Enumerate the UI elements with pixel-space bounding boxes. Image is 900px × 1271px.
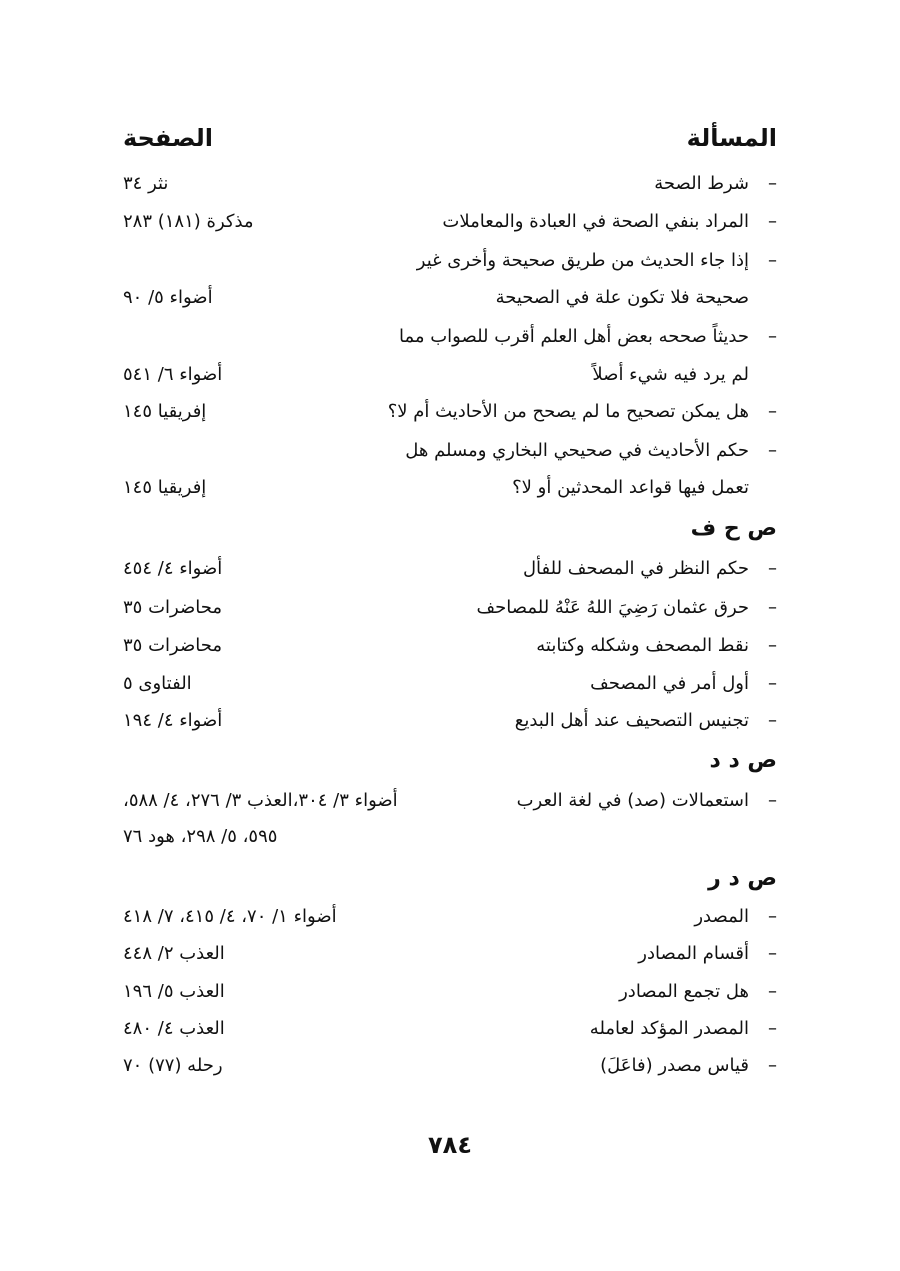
entry-text: استعمالات (صد) في لغة العرب <box>516 790 749 811</box>
entry-dash: – <box>768 943 777 964</box>
index-entry <box>590 1018 777 1039</box>
entry-reference: إفريقيا ١٤٥ <box>123 401 207 422</box>
entry-dash: – <box>768 1055 777 1076</box>
index-entry <box>399 326 777 347</box>
entry-text: حرق عثمان رَضِيَ اللهُ عَنْهُ للمصاحف <box>476 597 749 618</box>
entry-dash: – <box>768 1018 777 1039</box>
entry-reference: أضواء ٥/ ٩٠ <box>123 287 213 308</box>
index-entry <box>388 401 777 422</box>
entry-dash: – <box>768 906 777 927</box>
index-entry <box>442 211 777 232</box>
index-entry <box>654 173 777 194</box>
entry-text: قياس مصدر (فاعَلَ) <box>600 1055 749 1076</box>
entry-dash: – <box>768 250 777 271</box>
entry-reference: نثر ٣٤ <box>123 173 169 194</box>
entry-text: شرط الصحة <box>654 173 749 194</box>
entry-dash: – <box>768 635 777 656</box>
entry-text: نقط المصحف وشكله وكتابته <box>536 635 749 656</box>
entry-text: هل تجمع المصادر <box>619 981 749 1002</box>
entry-reference: العذب ٥/ ١٩٦ <box>123 981 225 1002</box>
entry-text: حكم النظر في المصحف للفأل <box>522 558 749 579</box>
entry-dash: – <box>768 981 777 1002</box>
entry-text: حكم الأحاديث في صحيحي البخاري ومسلم هل <box>405 440 749 461</box>
index-entry <box>523 558 777 579</box>
entry-text: إذا جاء الحديث من طريق صحيحة وأخرى غير <box>416 250 749 271</box>
entry-dash: – <box>768 597 777 618</box>
index-entry <box>515 710 777 731</box>
index-entry <box>405 440 777 461</box>
entry-reference: العذب ٢/ ٤٤٨ <box>123 943 225 964</box>
section-title-sadr: ص د ر <box>708 866 777 891</box>
entry-dash: – <box>768 401 777 422</box>
index-entry <box>590 673 777 694</box>
entry-dash: – <box>768 173 777 194</box>
index-entry <box>600 1055 777 1076</box>
entry-reference-continuation: ٥٩٥، ٥/ ٢٩٨، هود ٧٦ <box>123 826 278 847</box>
entry-text: المراد بنفي الصحة في العبادة والمعاملات <box>442 211 749 232</box>
entry-dash: – <box>768 558 777 579</box>
entry-continuation: لم يرد فيه شيء أصلاً <box>592 364 749 385</box>
entry-continuation: تعمل فيها قواعد المحدثين أو لا؟ <box>512 477 749 498</box>
index-entry <box>476 597 777 618</box>
section-title-sadd: ص د د <box>709 748 777 773</box>
entry-dash: – <box>768 673 777 694</box>
entry-text: حديثاً صححه بعض أهل العلم أقرب للصواب مما <box>398 326 749 347</box>
entry-reference: العذب ٤/ ٤٨٠ <box>123 1018 225 1039</box>
entry-dash: – <box>768 211 777 232</box>
entry-reference: أضواء ٦/ ٥٤١ <box>123 364 223 385</box>
entry-reference: مذكرة (١٨١) ٢٨٣ <box>123 211 254 232</box>
page-number: ٧٨٤ <box>428 1131 472 1159</box>
entry-dash: – <box>768 326 777 347</box>
entry-reference: أضواء ٤/ ١٩٤ <box>123 710 223 731</box>
entry-reference: رحله (٧٧) ٧٠ <box>123 1055 223 1076</box>
entry-text: المصدر <box>694 906 749 927</box>
column-header-issue: المسألة <box>686 124 777 152</box>
entry-reference: أضواء ١/ ٧٠، ٤/ ٤١٥، ٧/ ٤١٨ <box>123 906 337 927</box>
index-entry <box>536 635 777 656</box>
entry-reference: محاضرات ٣٥ <box>123 635 222 656</box>
entry-reference: أضواء ٤/ ٤٥٤ <box>123 558 223 579</box>
index-entry <box>694 906 777 927</box>
entry-reference: إفريقيا ١٤٥ <box>123 477 207 498</box>
entry-text: المصدر المؤكد لعامله <box>589 1018 749 1039</box>
entry-continuation: صحيحة فلا تكون علة في الصحيحة <box>495 287 749 308</box>
entry-reference: الفتاوى ٥ <box>123 673 192 694</box>
entry-reference: محاضرات ٣٥ <box>123 597 222 618</box>
entry-dash: – <box>768 440 777 461</box>
column-header-page: الصفحة <box>123 124 214 152</box>
entry-text: هل يمكن تصحيح ما لم يصحح من الأحاديث أم لا؟ <box>387 401 749 422</box>
index-entry <box>619 981 777 1002</box>
index-entry <box>638 943 777 964</box>
index-entry <box>417 250 777 271</box>
entry-reference: أضواء ٣/ ٣٠٤،العذب ٣/ ٢٧٦، ٤/ ٥٨٨، <box>123 790 398 811</box>
entry-dash: – <box>768 790 777 811</box>
entry-dash: – <box>768 710 777 731</box>
index-entry <box>517 790 777 811</box>
entry-text: أقسام المصادر <box>638 943 749 964</box>
section-title-sahf: ص ح ف <box>690 516 777 541</box>
entry-text: تجنيس التصحيف عند أهل البديع <box>514 710 749 731</box>
entry-text: أول أمر في المصحف <box>590 673 749 694</box>
